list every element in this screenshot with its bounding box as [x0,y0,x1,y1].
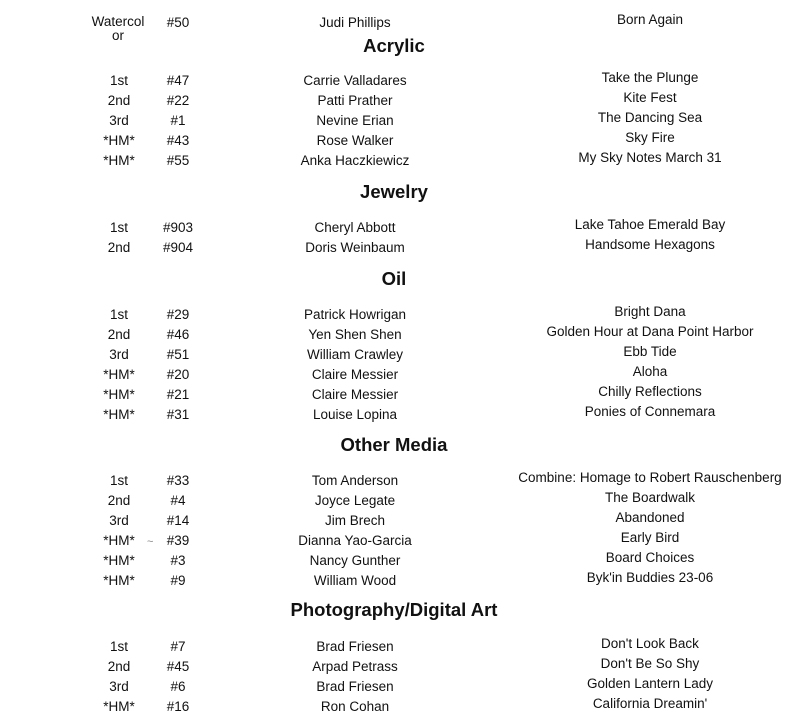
entry-artist: Nancy Gunther [309,553,401,568]
entry-title: Sky Fire [625,130,675,145]
entry-number: #14 [166,513,190,528]
section-heading: Jewelry [360,181,428,202]
entry-artist: Nevine Erian [316,113,394,128]
entry-number: #33 [166,473,190,488]
section-heading: Photography/Digital Art [290,599,498,620]
entry-title: Byk'in Buddies 23-06 [586,570,714,585]
entry-number: #1 [170,113,186,128]
entry-place: *HM* [103,133,135,148]
entry-artist: Tom Anderson [311,473,399,488]
entry-number: #21 [166,387,190,402]
entry-row [0,404,800,427]
entry-number: #4 [170,493,186,508]
entry-row [0,150,800,173]
entry-place: 2nd [107,493,131,508]
entry-place: 3rd [109,347,129,362]
entry-place: 2nd [107,240,131,255]
entry-artist: Patti Prather [317,93,393,108]
entry-artist: Anka Haczkiewicz [300,153,410,168]
pen-mark-icon: ~ [147,536,154,548]
entry-title: Don't Look Back [601,636,699,651]
entry-number: #39 [166,533,190,548]
entry-place: 1st [109,639,128,654]
entry-title: Aloha [632,364,668,379]
entry-place: *HM* [103,407,135,422]
entry-number: #55 [166,153,190,168]
entry-title: Abandoned [615,510,685,525]
entry-artist: Judi Phillips [319,15,391,30]
entry-number: #904 [162,240,194,255]
entry-place: 1st [109,73,128,88]
entry-place: *HM* [103,573,135,588]
entry-row [0,696,800,719]
entry-artist: Ron Cohan [320,699,390,714]
entry-place: 2nd [107,327,131,342]
entry-row [0,570,800,593]
section-heading: Oil [381,268,407,289]
entry-place: 3rd [109,113,129,128]
entry-title: Kite Fest [623,90,677,105]
entry-number: #6 [170,679,186,694]
entry-place: 1st [109,220,128,235]
entry-artist: Patrick Howrigan [303,307,407,322]
entry-number: #31 [166,407,190,422]
entry-title: My Sky Notes March 31 [578,150,722,165]
entry-place: *HM* [103,153,135,168]
entry-title: The Boardwalk [604,490,696,505]
entry-title: Golden Lantern Lady [586,676,714,691]
entry-title: Born Again [616,12,684,27]
entry-number: #3 [170,553,186,568]
entry-place: *HM* [103,533,135,548]
entry-artist: Carrie Valladares [303,73,407,88]
entry-title: Board Choices [605,550,695,565]
entry-place: *HM* [103,387,135,402]
entry-artist: Cheryl Abbott [314,220,396,235]
entry-title: Take the Plunge [601,70,699,85]
entry-place: 1st [109,473,128,488]
entry-number: #7 [170,639,186,654]
entry-place: 1st [109,307,128,322]
entry-number: #22 [166,93,190,108]
entry-artist: William Crawley [306,347,403,362]
entry-row [0,12,800,43]
entry-artist: Brad Friesen [316,639,394,654]
entry-title: Don't Be So Shy [600,656,700,671]
entry-artist: Claire Messier [311,387,399,402]
entry-title: The Dancing Sea [597,110,703,125]
entry-place: 2nd [107,93,131,108]
entry-title: Chilly Reflections [598,384,702,399]
entry-place: *HM* [103,553,135,568]
entry-number: #46 [166,327,190,342]
entry-number: #9 [170,573,186,588]
entry-artist: Brad Friesen [316,679,394,694]
entry-place: 2nd [107,659,131,674]
entry-title: Bright Dana [614,304,686,319]
entry-artist: Arpad Petrass [312,659,398,674]
entry-place: *HM* [103,367,135,382]
entry-row [0,237,800,260]
entry-number: #45 [166,659,190,674]
entry-artist: Dianna Yao-Garcia [298,533,412,548]
entry-title: Combine: Homage to Robert Rauschenberg [518,470,782,485]
entry-artist: Rose Walker [316,133,394,148]
entry-artist: Claire Messier [311,367,399,382]
entry-artist: Yen Shen Shen [308,327,402,342]
entry-title: Ebb Tide [623,344,677,359]
entry-number: #20 [166,367,190,382]
entry-title: Early Bird [620,530,680,545]
entry-number: #16 [166,699,190,714]
section-heading: Other Media [340,434,448,455]
entry-place: 3rd [109,679,129,694]
entry-title: Golden Hour at Dana Point Harbor [546,324,754,339]
entry-number: #47 [166,73,190,88]
entry-artist: Jim Brech [324,513,385,528]
entry-artist: Doris Weinbaum [305,240,405,255]
entry-place: *HM* [103,699,135,714]
entry-title: California Dreamin' [592,696,708,711]
entry-number: #903 [162,220,194,235]
entry-title: Lake Tahoe Emerald Bay [574,217,726,232]
entry-number: #51 [166,347,190,362]
section-heading: Acrylic [363,35,425,56]
entry-artist: Louise Lopina [312,407,398,422]
entry-place: Watercol or [91,14,145,43]
entry-artist: Joyce Legate [314,493,396,508]
entry-place: 3rd [109,513,129,528]
entry-title: Handsome Hexagons [585,237,715,252]
entry-number: #50 [166,15,190,30]
entry-title: Ponies of Connemara [584,404,716,419]
entry-artist: William Wood [313,573,397,588]
entry-number: #43 [166,133,190,148]
entry-number: #29 [166,307,190,322]
